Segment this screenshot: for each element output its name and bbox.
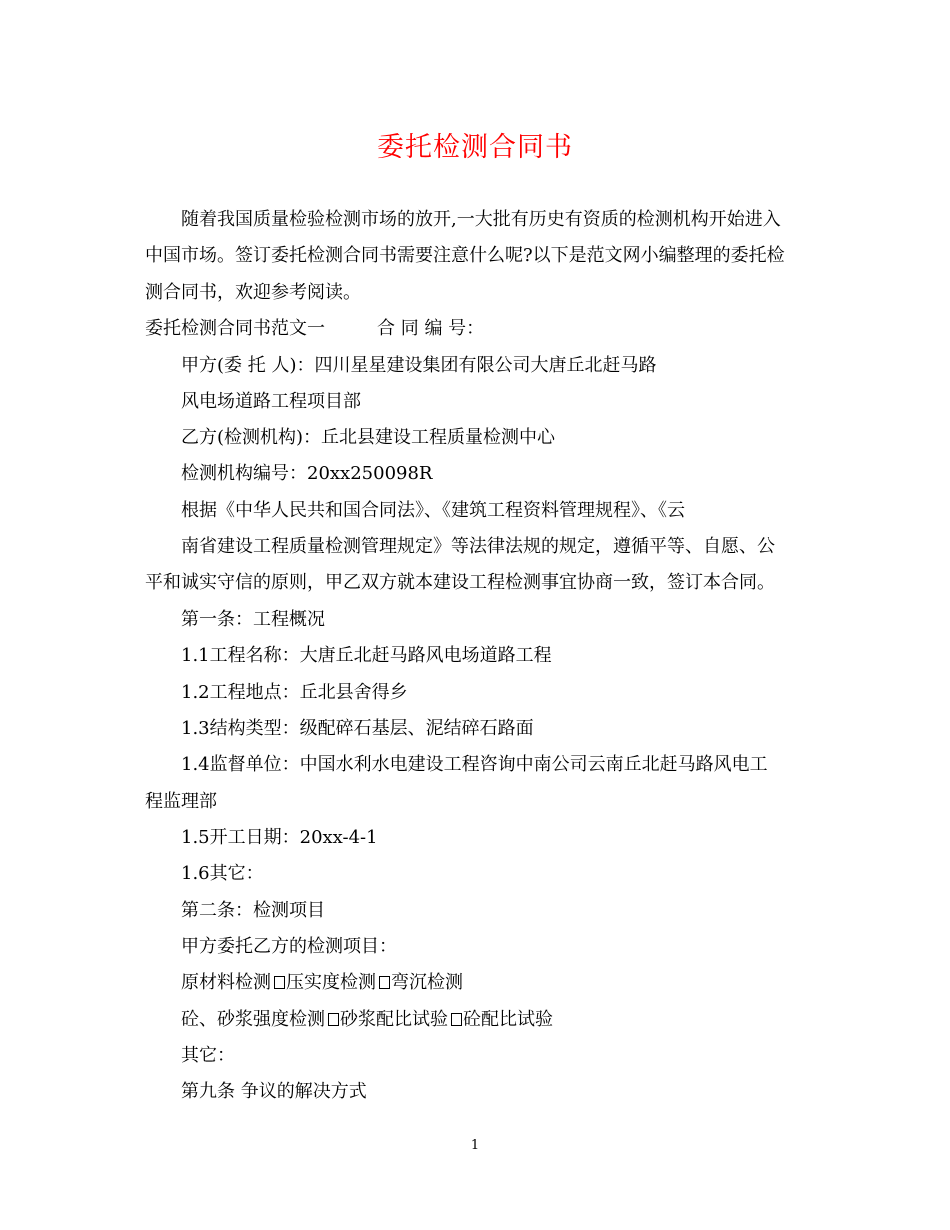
article-1-heading: 第一条：工程概况	[181, 609, 325, 630]
item-1-4-line-2: 程监理部	[145, 791, 217, 812]
check-label-strength: 砼、砂浆强度检测	[181, 1009, 325, 1030]
item-1-3: 1.3结构类型：级配碎石基层、泥结碎石路面	[181, 718, 534, 739]
other-line: 其它：	[181, 1045, 235, 1066]
checkbox-concrete-mix[interactable]	[451, 1013, 462, 1026]
contract-number-label: 合 同 编 号：	[377, 318, 485, 339]
item-1-2: 1.2工程地点：丘北县舍得乡	[181, 682, 408, 703]
org-number-line: 检测机构编号：20xx250098R	[181, 463, 433, 484]
entrust-line: 甲方委托乙方的检测项目：	[181, 936, 397, 957]
intro-line-2: 中国市场。签订委托检测合同书需要注意什么呢?以下是范文网小编整理的委托检	[145, 245, 785, 266]
check-label-compaction: 压实度检测	[286, 972, 376, 993]
party-a-line-1: 甲方(委 托 人)：四川星星建设集团有限公司大唐丘北赶马路	[181, 355, 657, 376]
article-9-heading: 第九条 争议的解决方式	[181, 1081, 367, 1102]
checkbox-mortar-mix[interactable]	[328, 1013, 339, 1026]
check-label-raw-material: 原材料检测	[181, 972, 271, 993]
item-1-6: 1.6其它：	[181, 863, 264, 884]
party-b-line: 乙方(检测机构)：丘北县建设工程质量检测中心	[181, 427, 556, 448]
checkbox-compaction[interactable]	[274, 976, 285, 989]
article-2-heading: 第二条：检测项目	[181, 900, 325, 921]
page-number: 1	[470, 1138, 480, 1153]
section-heading	[145, 316, 484, 342]
check-label-mortar-mix: 砂浆配比试验	[340, 1009, 448, 1030]
section-heading-title: 委托检测合同书范文一	[145, 318, 325, 339]
checkbox-row-2	[181, 1007, 553, 1033]
checkbox-row-1	[181, 970, 463, 996]
page-title: 委托检测合同书	[377, 132, 573, 163]
intro-line-1: 随着我国质量检验检测市场的放开,一大批有历史有资质的检测机构开始进入	[181, 209, 781, 230]
basis-line-3: 平和诚实守信的原则，甲乙双方就本建设工程检测事宜协商一致，签订本合同。	[145, 572, 775, 593]
intro-line-3: 测合同书，欢迎参考阅读。	[145, 282, 361, 303]
basis-line-1: 根据《中华人民共和国合同法》、《建筑工程资料管理规程》、《云	[181, 500, 685, 521]
party-a-line-2: 风电场道路工程项目部	[181, 391, 361, 412]
check-label-concrete-mix: 砼配比试验	[463, 1009, 553, 1030]
item-1-5: 1.5开工日期：20xx-4-1	[181, 827, 378, 848]
basis-line-2: 南省建设工程质量检测管理规定》等法律法规的规定，遵循平等、自愿、公	[181, 536, 775, 557]
item-1-1: 1.1工程名称：大唐丘北赶马路风电场道路工程	[181, 645, 552, 666]
checkbox-deflection[interactable]	[379, 976, 390, 989]
check-label-deflection: 弯沉检测	[391, 972, 463, 993]
item-1-4-line-1: 1.4监督单位：中国水利水电建设工程咨询中南公司云南丘北赶马路风电工	[181, 754, 768, 775]
